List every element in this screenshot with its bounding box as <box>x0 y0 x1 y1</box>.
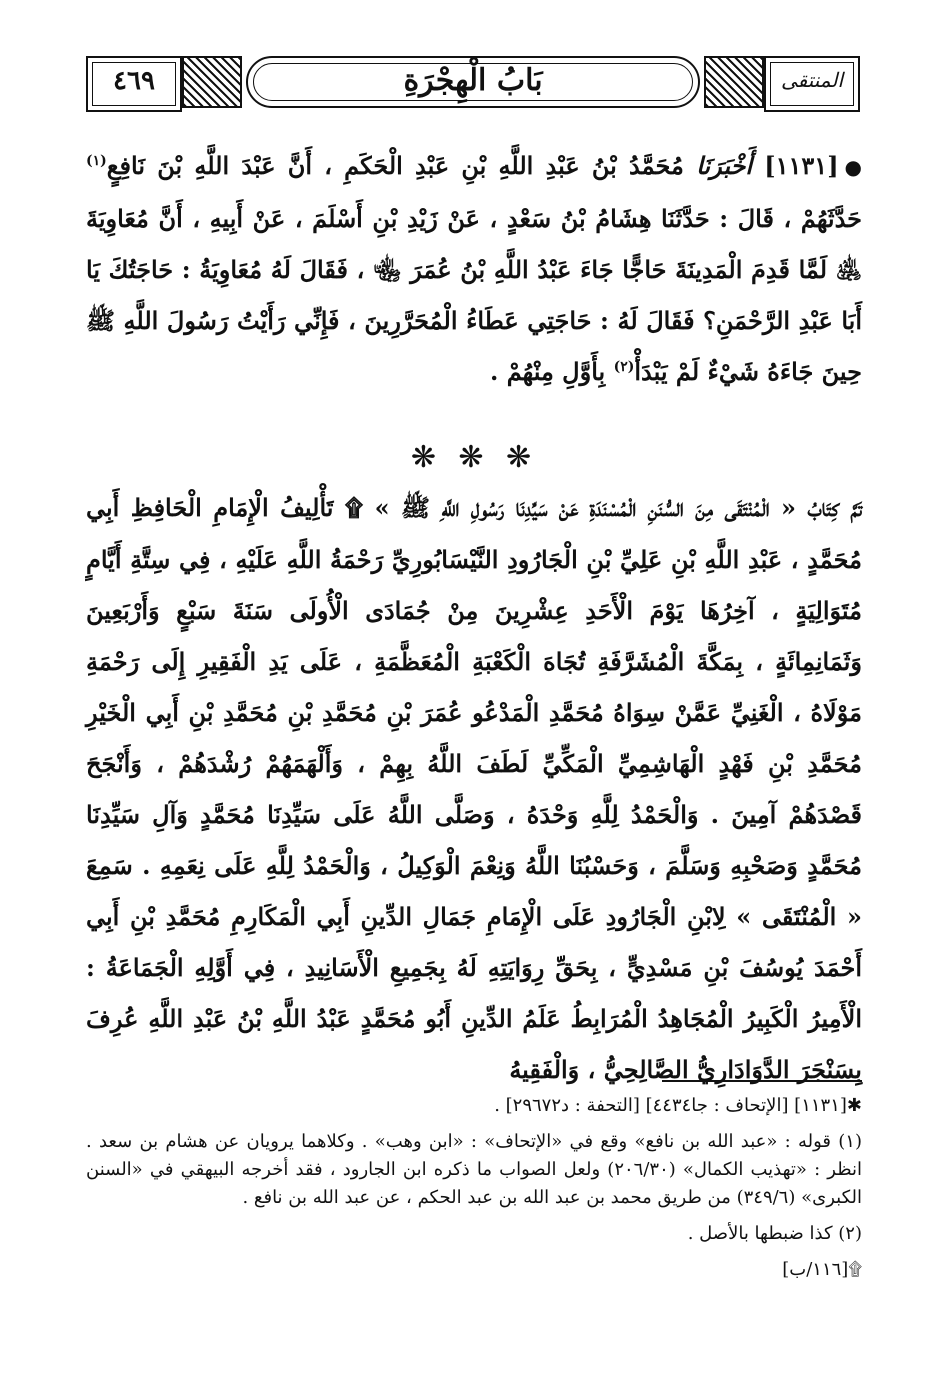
folio-marker: ۩ <box>344 494 364 522</box>
footnote-2: (٢) كذا ضبطها بالأصل . <box>687 1223 862 1244</box>
footnote-2-marker: (٢) <box>613 359 635 375</box>
page-header <box>86 56 860 110</box>
colophon-text-part-2: تَأْلِيفُ الْإِمَامِ الْحَافِظِ أَبِي مُحَمَّدٍ ، عَبْدِ اللَّهِ بْنِ عَلِيِّ بْنِ الْجَارُودِ النَّيْسَابُورِيِّ رَحْمَةُ اللَّهِ عَلَيْهِ ، فِي سِتَّةِ أَيَّامٍ مُتَوَالِيَةٍ ، آخِرُهَا يَوْمَ الْأَحَدِ عِشْرِينَ مِنْ جُمَادَى الْأُولَى سَنَةَ سَبْعٍ وَأَرْبَعِينَ وَثَمَانِمِائَةٍ ، بِمَكَّةَ الْمُشَرَّفَةِ تُجَاهَ الْكَعْبَةِ الْمُعَظَّمَةِ ، عَلَى يَدِ الْفَقِيرِ إِلَى رَحْمَةِ مَوْلَاهُ ، الْغَنِيِّ عَمَّنْ سِوَاهُ مُحَمَّدِ الْمَدْعُو عُمَرَ بْنِ مُحَمَّدِ بْنِ مُحَمَّدِ بْنِ أَبِي الْخَيْرِ مُحَمَّدِ بْنِ فَهْدٍ الْهَاشِمِيِّ الْمَكِّيِّ لَطَفَ اللَّهُ بِهِمْ ، وَأَلْهَمَهُمْ رُشْدَهُمْ ، وَأَنْجَحَ قَصْدَهُمْ آمِينَ . وَالْحَمْدُ لِلَّهِ وَحْدَهُ ، وَصَلَّى اللَّهُ عَلَى سَيِّدِنَا مُحَمَّدٍ وَآلِ سَيِّدِنَا مُحَمَّدٍ وَصَحْبِهِ وَسَلَّمَ ، وَحَسْبُنَا اللَّهُ وَنِعْمَ الْوَكِيلُ ، وَالْحَمْدُ لِلَّهِ عَلَى نِعَمِهِ . سَمِعَ « الْمُنْتَقَى » لِابْنِ الْجَارُودِ عَلَى الْإِمَامِ جَمَالِ الدِّينِ أَبِي الْمَكَارِمِ مُحَمَّدِ بْنِ أَبِي أَحْمَدَ يُوسُفَ بْنِ مَسْدِيٍّ ، بِحَقِّ رِوَايَتِهِ لَهُ بِجَمِيعِ الْأَسَانِيدِ ، فِي أَوَّلِهِ الْجَمَاعَةُ : الْأَمِيرُ الْكَبِيرُ الْمُجَاهِدُ الْمُرَابِطُ عَلَمُ الدِّينِ أَبُو مُحَمَّدٍ عَبْدُ اللَّهِ بْنُ عَبْدِ اللَّهِ عُرِفَ بِسَنْجَرَ الدَّوَادَارِيُّ الصَّالِحِيُّ ، وَالْفَقِيهُ <box>86 493 863 1084</box>
footnotes <box>86 1092 862 1292</box>
hadith-paragraph <box>86 140 862 397</box>
narrator-verb: أَخْبَرَنَا <box>696 151 753 180</box>
hadith-number: [١١٣١] <box>764 151 839 180</box>
page-number: ٤٦٩ <box>113 66 155 96</box>
hadith-bullet: ● <box>844 155 862 179</box>
colophon-paragraph <box>86 482 862 1095</box>
hadith-text-part-3: بِأَوَّلِ مِنْهُمْ . <box>489 357 606 386</box>
folio-reference: ۩[١١٦/ب] <box>782 1259 862 1280</box>
footnote-1-marker: (١) <box>86 153 107 169</box>
footnote-reference: ✱[١١٣١] [الإتحاف : جا٤٤٣٤] [التحفة : د٢٩٦٧٢] . <box>494 1095 862 1116</box>
colophon-text-part-1: تَمَّ كِتَابُ « الْمُنْتَقَى مِنَ السُّنَنِ الْمُسْنَدَةِ عَنْ سَيِّدِنَا رَسُولِ اللَّهِ ﷺ » <box>374 493 863 522</box>
chapter-title: بَابُ الْهِجْرَةِ <box>403 63 543 98</box>
hadith-text-part-1: مُحَمَّدُ بْنُ عَبْدِ اللَّهِ بْنِ عَبْدِ الْحَكَمِ ، أَنَّ عَبْدَ اللَّهِ بْنَ نَافِعٍ <box>106 151 684 180</box>
hadith-text-part-2: حَدَّثَهُمْ ، قَالَ : حَدَّثَنَا هِشَامُ بْنُ سَعْدٍ ، عَنْ زَيْدِ بْنِ أَسْلَمَ ، عَنْ أَبِيهِ ، أَنَّ مُعَاوِيَةَ ﵁ لَمَّا قَدِمَ الْمَدِينَةَ حَاجًّا جَاءَ عَبْدُ اللَّهِ بْنُ عُمَرَ ﵄ ، فَقَالَ لَهُ مُعَاوِيَةُ : حَاجَتُكَ يَا أَبَا عَبْدِ الرَّحْمَنِ؟ فَقَالَ لَهُ : حَاجَتِي عَطَاءُ الْمُحَرَّرِينَ ، فَإِنِّي رَأَيْتُ رَسُولَ اللَّهِ ﷺ حِينَ جَاءَهُ شَيْءٌ لَمْ يَبْدَأْ <box>86 204 863 386</box>
footnote-rule <box>662 1080 862 1082</box>
book-logo: المنتقى <box>780 68 844 92</box>
section-separator: ❋ ❋ ❋ <box>410 440 538 475</box>
footnote-1: (١) قوله : «عبد الله بن نافع» وقع في «الإتحاف» : «ابن وهب» . وكلاهما يرويان عن هشام بن سعد . انظر : «تهذيب الكمال» (٢٠٦/٣٠) ولعل الصواب ما ذكره ابن الجارود ، فقد أخرجه البيهقي في «السنن الكبرى» (٣٤٩/٦) من طريق محمد بن عبد الله بن عبد الحكم ، عن عبد الله بن نافع . <box>86 1131 862 1208</box>
